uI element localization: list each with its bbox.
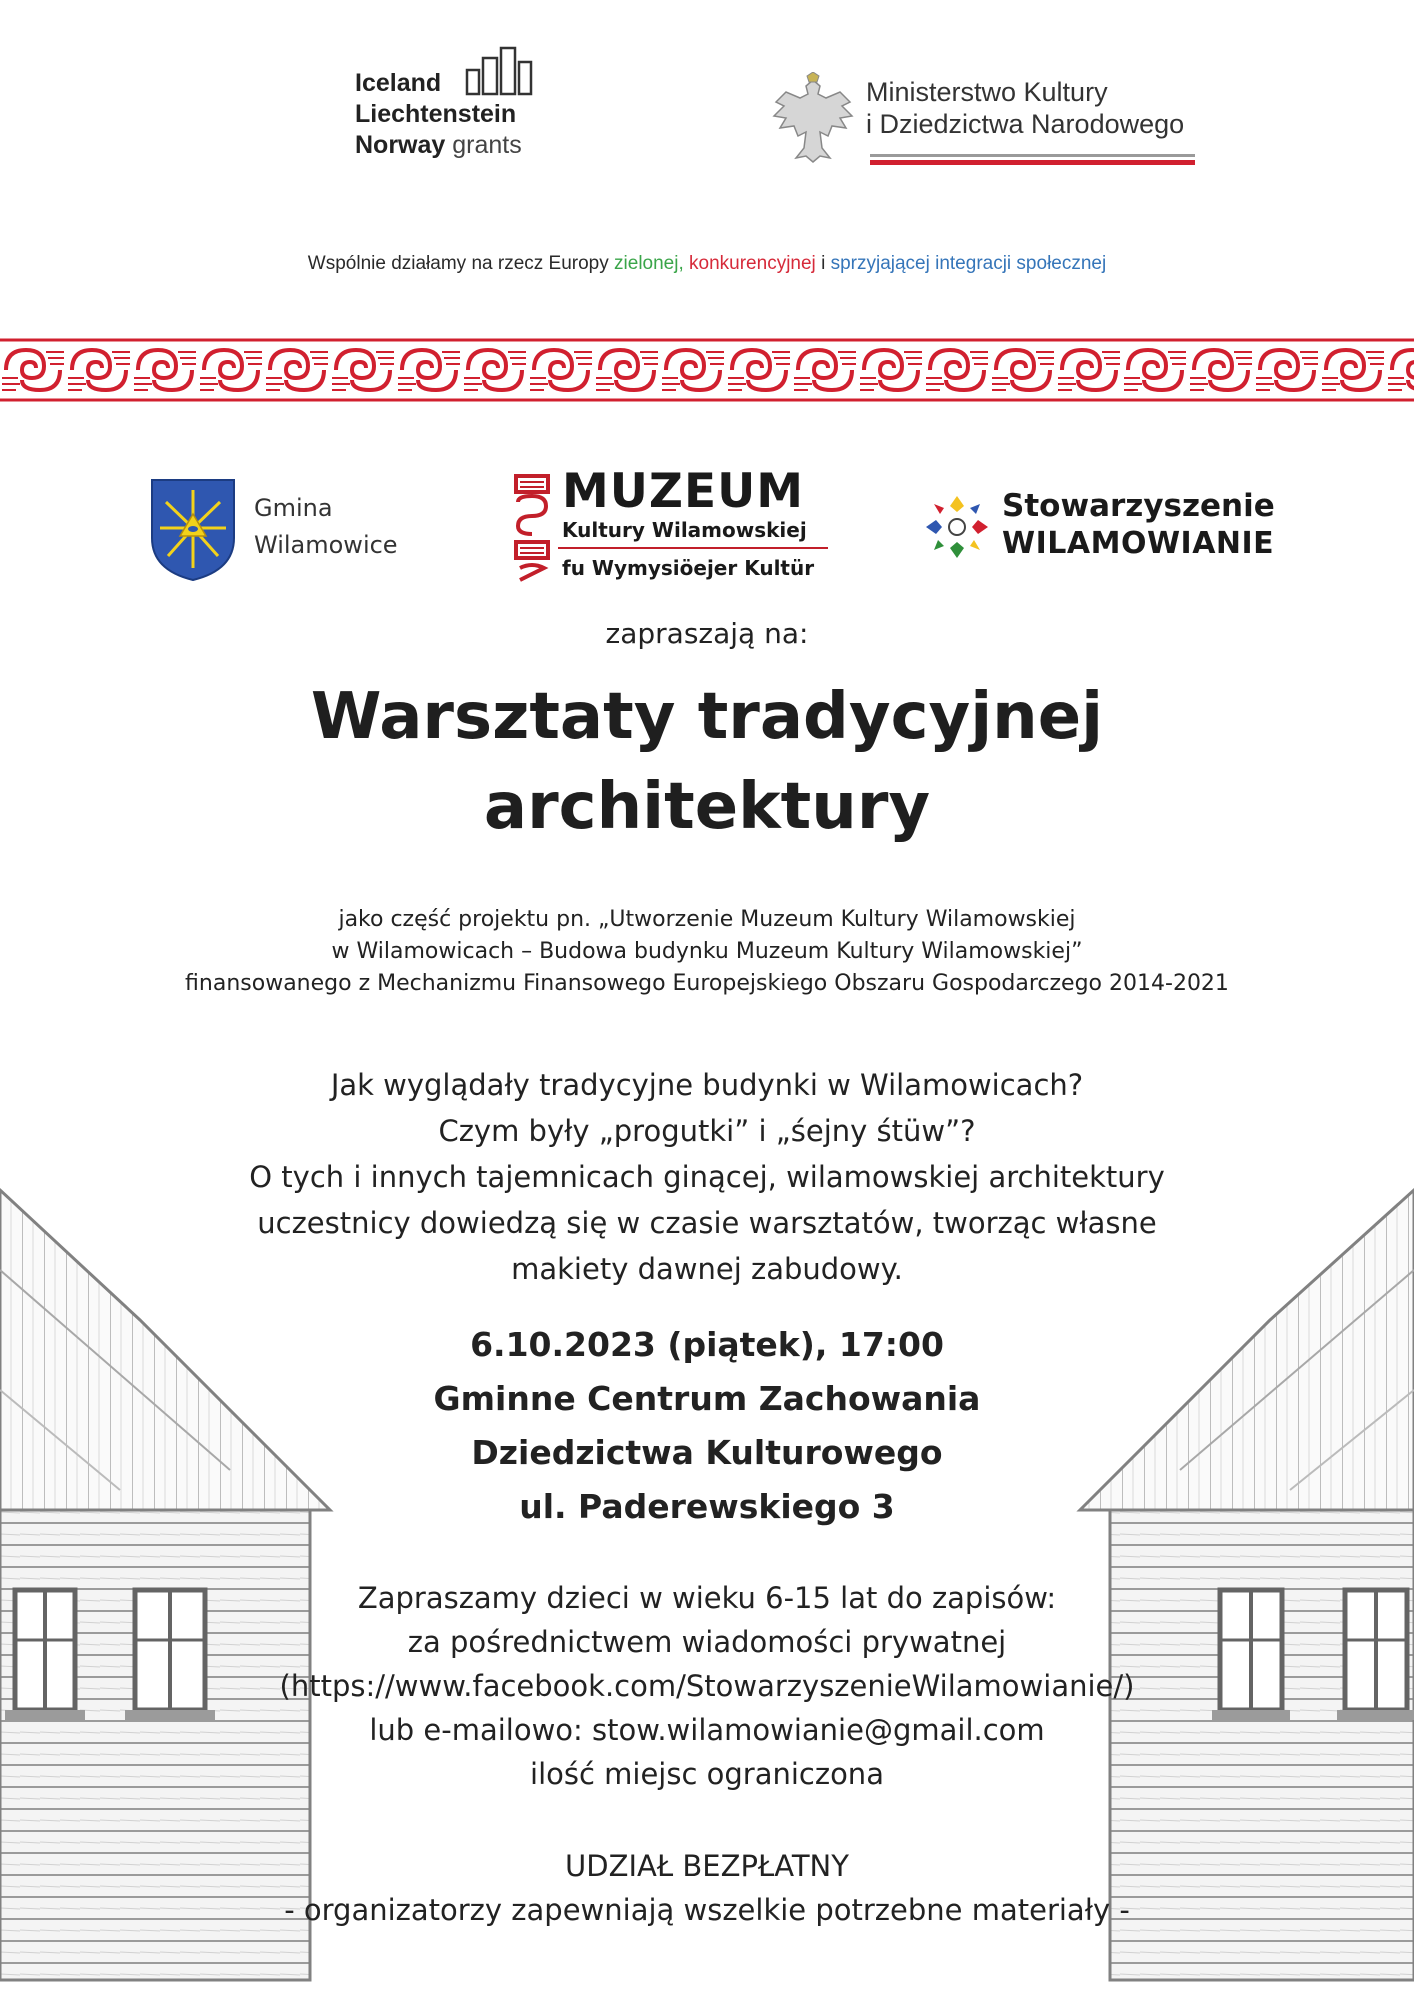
stowarzyszenie-line-2: WILAMOWIANIE [1002,526,1275,561]
description-line-2: Czym były „progutki” i „śejny śtüw”? [438,1114,976,1148]
gmina-line-1: Gmina [254,494,333,522]
title-line-2: architektury [483,770,931,844]
stowarzyszenie-line-1: Stowarzyszenie [1002,488,1275,524]
free-participation [0,1844,1414,1932]
ministry-gray-bar [870,154,1195,157]
registration-line-2: za pośrednictwem wiadomości prywatnej [407,1625,1007,1659]
gmina-logo [150,478,398,586]
slogan-mid: i [821,253,826,274]
muzeum-logo-icon [510,472,554,584]
project-line-2: w Wilamowicach – Budowa budynku Muzeum Kultury Wilamowskiej” [331,939,1083,964]
page-title [0,672,1414,852]
slogan-red: konkurencyjnej [689,253,816,274]
ministry-red-bar [870,160,1195,165]
footer-line-2: - organizatorzy zapewniają wszelkie potrzebne materiały - [284,1893,1130,1927]
footer-line-1: UDZIAŁ BEZPŁATNY [565,1849,849,1883]
workshop-description [0,1062,1414,1292]
description-line-3: O tych i innych tajemnicach ginącej, wilamowskiej architektury [249,1160,1165,1194]
polish-eagle-icon [770,72,856,164]
registration-line-5: ilość miejsc ograniczona [530,1757,884,1791]
muzeum-line-2: Kultury Wilamowskiej [562,518,807,542]
stowarzyszenie-logo [920,488,1300,568]
description-line-1: Jak wyglądały tradycyjne budynki w Wilamowicach? [330,1068,1084,1102]
project-line-1: jako część projektu pn. „Utworzenie Muzeum Kultury Wilamowskiej [338,907,1076,932]
slogan-blue: sprzyjającej integracji społecznej [830,253,1107,274]
registration-facebook-link[interactable]: (https://www.facebook.com/StowarzyszenieWilamowianie/) [279,1669,1135,1703]
ministry-line-2: i Dziedzictwa Narodowego [866,109,1185,139]
gmina-coat-of-arms-icon [150,478,236,582]
stowarzyszenie-logo-icon [922,492,992,562]
project-line-3: finansowanego z Mechanizmu Finansowego Europejskiego Obszaru Gospodarczego 2014-2021 [185,971,1229,996]
muzeum-divider [558,547,828,549]
eea-line-2: Liechtenstein [355,100,517,128]
description-line-5: makiety dawnej zabudowy. [511,1252,903,1286]
muzeum-line-3: fu Wymysiöejer Kultür [562,556,815,580]
ministry-line-1: Ministerstwo Kultury [866,77,1108,107]
event-details [0,1318,1414,1534]
folk-border-pattern [0,330,1414,410]
description-line-4: uczestnicy dowiedzą się w czasie warsztatów, tworząc własne [257,1206,1157,1240]
title-line-1: Warsztaty tradycyjnej [310,680,1104,754]
event-address: ul. Paderewskiego 3 [519,1487,895,1526]
ministry-logo [770,72,1230,167]
event-datetime: 6.10.2023 (piątek), 17:00 [470,1325,944,1364]
muzeum-logo [510,464,830,588]
registration-line-1: Zapraszamy dzieci w wieku 6-15 lat do zapisów: [357,1581,1057,1615]
event-venue-1: Gminne Centrum Zachowania [433,1379,981,1418]
registration-email[interactable]: lub e-mailowo: stow.wilamowianie@gmail.com [369,1713,1045,1747]
eea-line-3: Norway grants [355,131,522,159]
gmina-line-2: Wilamowice [254,531,398,559]
invite-text: zapraszają na: [605,617,809,650]
slogan [0,253,1414,275]
eea-line-1: Iceland [355,69,442,97]
slogan-green: zielonej, [614,253,684,274]
muzeum-line-1: MUZEUM [562,464,805,519]
slogan-part-1: Wspólnie działamy na rzecz Europy [307,253,609,274]
event-venue-2: Dziedzictwa Kulturowego [471,1433,943,1472]
registration-info [0,1576,1414,1796]
eea-grants-logo-icon [465,44,535,98]
project-info [0,904,1414,1000]
